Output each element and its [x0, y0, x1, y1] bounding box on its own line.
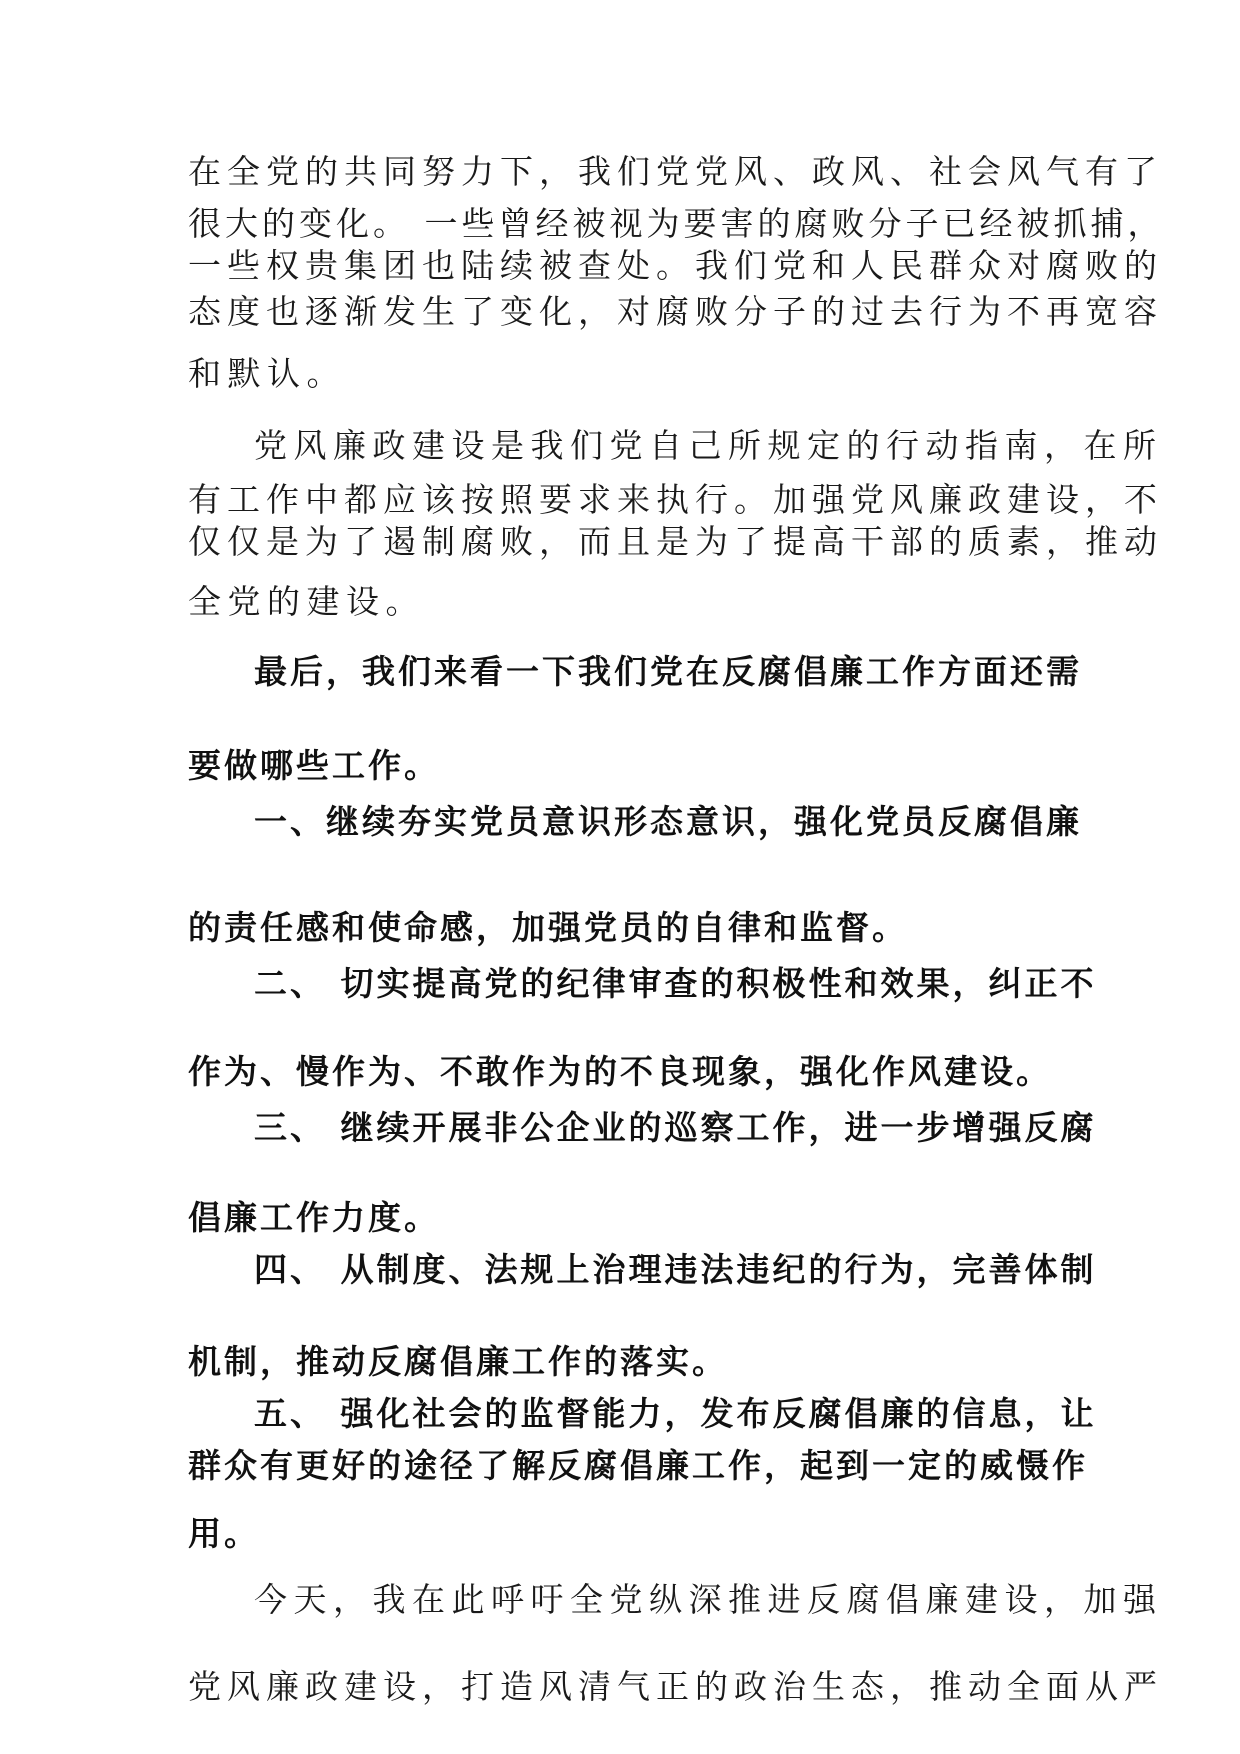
body-text-line: 今天，我在此呼吁全党纵深推进反腐倡廉建设，加强 — [254, 1580, 1163, 1619]
bold-text-line: 要做哪些工作。 — [188, 746, 440, 785]
body-text-line: 党风廉政建设是我们党自己所规定的行动指南，在所 — [254, 426, 1163, 465]
list-item-line: 群众有更好的途径了解反腐倡廉工作，起到一定的威慑作 — [188, 1446, 1088, 1485]
list-item-line: 三、 继续开展非公企业的巡察工作，进一步增强反腐 — [254, 1108, 1097, 1147]
list-item-line: 机制，推动反腐倡廉工作的落实。 — [188, 1342, 728, 1381]
list-item-line: 作为、慢作为、不敢作为的不良现象，强化作风建设。 — [188, 1052, 1052, 1091]
body-text-line: 一些权贵集团也陆续被查处。我们党和人民群众对腐败的 — [188, 246, 1163, 285]
body-text-line: 很大的变化。 一些曾经被视为要害的腐败分子已经被抓捕， — [188, 204, 1165, 243]
list-item-line: 倡廉工作力度。 — [188, 1198, 440, 1237]
list-item-line: 二、 切实提高党的纪律审查的积极性和效果，纠正不 — [254, 964, 1097, 1003]
bold-text-line: 最后，我们来看一下我们党在反腐倡廉工作方面还需 — [254, 652, 1082, 691]
list-item-line: 一、继续夯实党员意识形态意识，强化党员反腐倡廉 — [254, 802, 1082, 841]
list-item-line: 五、 强化社会的监督能力，发布反腐倡廉的信息，让 — [254, 1394, 1097, 1433]
body-text-line: 在全党的共同努力下，我们党党风、政风、社会风气有了 — [188, 152, 1163, 191]
body-text-line: 有工作中都应该按照要求来执行。加强党风廉政建设，不 — [188, 480, 1163, 519]
list-item-line: 用。 — [188, 1514, 260, 1553]
body-text-line: 仅仅是为了遏制腐败，而且是为了提高干部的质素，推动 — [188, 522, 1163, 561]
body-text-line: 党风廉政建设，打造风清气正的政治生态，推动全面从严 — [188, 1667, 1163, 1706]
list-item-line: 的责任感和使命感，加强党员的自律和监督。 — [188, 908, 908, 947]
body-text-line: 态度也逐渐发生了变化，对腐败分子的过去行为不再宽容 — [188, 292, 1163, 331]
body-text-line: 和默认。 — [188, 354, 346, 393]
body-text-line: 全党的建设。 — [188, 582, 425, 621]
list-item-line: 四、 从制度、法规上治理违法违纪的行为，完善体制 — [254, 1250, 1097, 1289]
